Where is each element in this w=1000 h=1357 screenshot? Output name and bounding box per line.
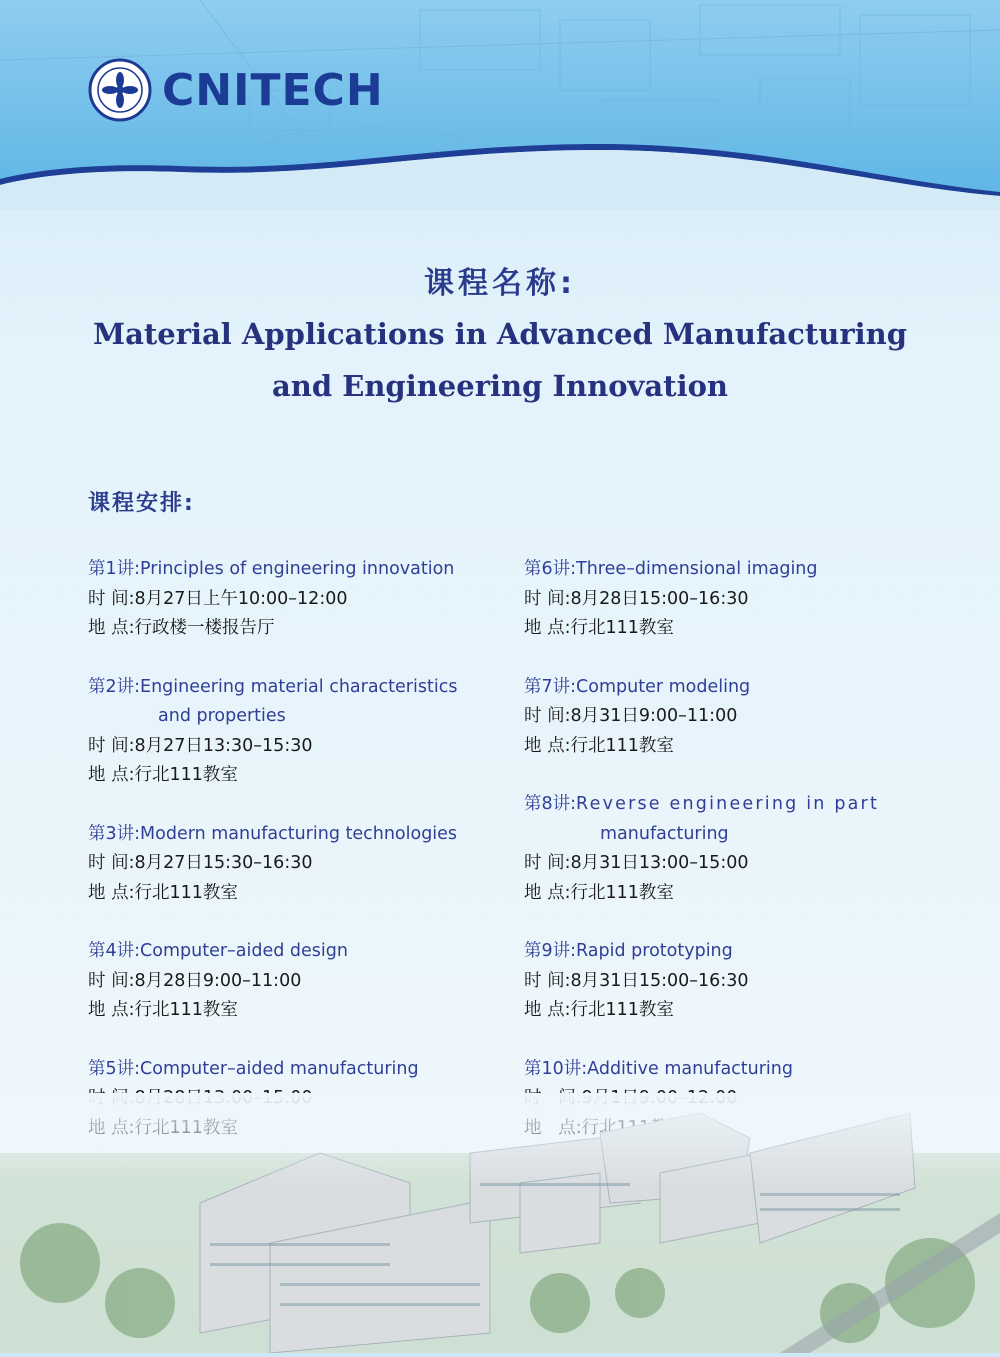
course-title [60,308,940,412]
lecture-place [524,879,924,909]
place-label: 地 点: [524,882,571,903]
place-value: 行北111教室 [570,735,674,756]
lecture-number: 第6讲: [524,559,577,579]
lecture-number: 第7讲: [524,676,577,697]
lecture-place [524,996,924,1026]
time-label: 时 间: [88,970,135,991]
lecture-number: 第1讲: [88,559,141,579]
place-value: 行北111教室 [570,618,674,638]
lecture-time [88,967,488,997]
lecture-title-text: Rapid prototyping [576,941,733,961]
lecture-number: 第4讲: [88,941,141,961]
lecture-title-text: Engineering material characteristics [140,676,458,697]
lecture-number: 第9讲: [524,941,577,961]
place-label: 地 点: [524,618,571,638]
lecture-title [88,820,488,850]
lecture-title-text: Modern manufacturing technologies [140,823,458,844]
lecture-place [88,879,488,909]
place-label: 地 点: [88,882,135,903]
lecture-number: 第10讲: [524,1058,588,1079]
lecture-title-text: Additive manufacturing [587,1058,793,1079]
course-title-line-1: Material Applications in Advanced Manufacturing [92,317,908,351]
time-label: 时 间: [524,588,571,609]
time-label: 时 间: [524,853,571,873]
cas-emblem-icon [88,58,152,122]
schedule-label: 课程安排: [88,491,195,516]
lecture-place [524,614,924,644]
lecture-time [88,849,488,879]
lecture-title [88,937,488,967]
schedule-column-left [88,555,488,1172]
time-label: 时 间: [88,853,135,873]
lecture-title-continuation: and properties [158,706,286,726]
lecture-title [524,673,924,703]
lecture-title [524,937,924,967]
lecture-title [524,1055,924,1085]
lecture-number: 第3讲: [88,823,141,844]
lecture-time [524,585,924,615]
lecture-8 [524,790,924,908]
time-label: 时 间: [524,970,571,991]
lecture-place [88,614,488,644]
lecture-title-text: Three–dimensional imaging [576,559,818,579]
time-label: 时 间: [88,588,135,609]
time-value: 8月31日15:00–16:30 [570,970,749,991]
cnitech-logo [88,58,384,122]
lecture-title-text: Reverse engineering in part [576,794,880,814]
time-value: 8月27日13:30–15:30 [134,735,313,756]
lecture-title-text: Computer modeling [576,676,751,697]
lecture-4 [88,937,488,1026]
place-value: 行北111教室 [570,882,674,903]
place-value: 行北111教室 [570,1000,674,1020]
lecture-time [88,585,488,615]
place-label: 地 点: [88,1000,135,1020]
lecture-time [524,702,924,732]
place-label: 地 点: [524,735,571,756]
lecture-number: 第2讲: [88,676,141,697]
lecture-number: 第8讲: [524,794,577,814]
lecture-title [524,555,924,585]
lecture-6 [524,555,924,644]
lecture-title-continuation: manufacturing [600,823,729,844]
lecture-title [88,555,488,585]
lecture-time [524,849,924,879]
time-value: 8月28日9:00–11:00 [134,970,302,991]
lecture-title [524,790,924,820]
place-value: 行北111教室 [134,765,238,785]
place-label: 地 点: [524,1000,571,1020]
time-value: 8月27日上午10:00–12:00 [134,588,348,609]
lecture-time [524,967,924,997]
time-value: 8月28日15:00–16:30 [570,588,749,609]
time-value: 8月27日15:30–16:30 [134,853,313,873]
lecture-1 [88,555,488,644]
lecture-title [88,1055,488,1085]
place-value: 行政楼一楼报告厅 [134,618,275,638]
lecture-title-text: Computer–aided manufacturing [140,1058,419,1079]
lecture-9 [524,937,924,1026]
course-name-label: 课程名称: [424,266,576,301]
lecture-place [88,996,488,1026]
place-value: 行北111教室 [134,1000,238,1020]
place-label: 地 点: [88,765,135,785]
time-value: 8月31日13:00–15:00 [570,853,749,873]
schedule-column-right [524,555,924,1172]
lecture-place [524,732,924,762]
lecture-title [88,673,488,703]
place-value: 行北111教室 [134,882,238,903]
time-label: 时 间: [88,735,135,756]
time-value: 8月31日9:00–11:00 [570,706,738,726]
logo-text: CNITECH [162,64,384,116]
lecture-time [88,732,488,762]
lecture-7 [524,673,924,762]
header-banner [0,0,1000,210]
lecture-title-text: Principles of engineering innovation [140,559,455,579]
time-label: 时 间: [524,706,571,726]
lecture-title-text: Computer–aided design [140,941,348,961]
lecture-number: 第5讲: [88,1058,141,1079]
campus-illustration [0,1093,1000,1353]
lecture-3 [88,820,488,909]
course-title-line-2: and Engineering Innovation [271,369,729,403]
place-label: 地 点: [88,618,135,638]
lecture-2 [88,673,488,791]
lecture-place [88,761,488,791]
campus-buildings-image [0,1093,1000,1353]
